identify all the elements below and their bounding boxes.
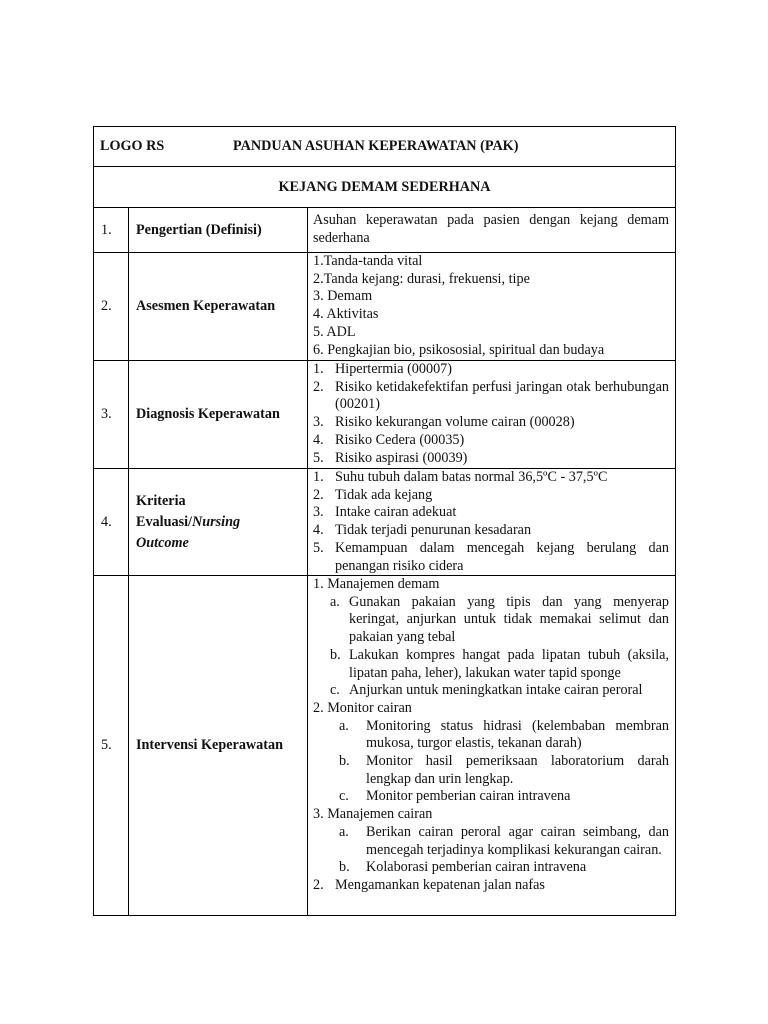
list-item: b. Kolaborasi pemberian cairan intravena: [339, 859, 587, 876]
row-label: Diagnosis Keperawatan: [129, 361, 308, 468]
list-item: 2. Risiko ketidakefektifan perfusi jaringan otak berhubungan (00201): [313, 378, 669, 413]
list-item: 5. Kemampuan dalam mencegah kejang berulang dan penangan risiko cidera: [313, 539, 669, 574]
row-list: [308, 253, 675, 360]
row-label: Pengertian (Definisi): [129, 208, 308, 252]
document-table: [93, 126, 676, 916]
list-item: 3. Risiko kekurangan volume cairan (00028): [313, 414, 575, 431]
list-item: 2.Tanda kejang: durasi, frekuensi, tipe: [313, 270, 530, 287]
list-item: 4. Tidak terjadi penurunan kesadaran: [313, 522, 532, 539]
doc-title: KEJANG DEMAM SEDERHANA: [278, 178, 491, 195]
list-item: 4. Risiko Cedera (00035): [313, 431, 465, 448]
list-item: 2. Mengamankan kepatenan jalan nafas: [313, 876, 545, 893]
list-item: b. Lakukan kompres hangat pada lipatan tubuh (aksila, lipatan paha, leher), lakukan water tapid sponge: [330, 646, 669, 681]
list-item: a. Gunakan pakaian yang tipis dan yang menyerap keringat, anjurkan untuk tidak memakai selimut dan pakaian yang tebal: [330, 593, 669, 646]
list-item: 3. Intake cairan adekuat: [313, 504, 457, 521]
header-row: [93, 126, 676, 167]
list-item: 4. Aktivitas: [313, 306, 379, 323]
list-item: 1. Hipertermia (00007): [313, 361, 453, 377]
row-number: 1.: [94, 208, 129, 252]
row-list: [308, 361, 675, 468]
row-evaluation: [93, 469, 676, 576]
list-item: 1. Suhu tubuh dalam batas normal 36,5ºC - 37,5ºC: [313, 469, 608, 485]
row-number: 2.: [94, 253, 129, 360]
row-list: [308, 576, 675, 915]
header-title: PANDUAN ASUHAN KEPERAWATAN (PAK): [233, 138, 519, 154]
list-item: 3. Demam: [313, 288, 373, 305]
row-label: Intervensi Keperawatan: [129, 576, 308, 915]
row-intervention: [93, 576, 676, 916]
row-label: Asesmen Keperawatan: [129, 253, 308, 360]
row-number: 4.: [94, 469, 129, 575]
logo-placeholder: LOGO RS: [100, 138, 165, 154]
row-assessment: [93, 253, 676, 361]
list-item: 2. Tidak ada kejang: [313, 486, 433, 503]
list-item: a. Berikan cairan peroral agar cairan seimbang, dan mencegah terjadinya komplikasi kekurangan cairan.: [339, 823, 669, 858]
list-item: 6. Pengkajian bio, psikososial, spiritual dan budaya: [313, 341, 605, 358]
list-item: c. Monitor pemberian cairan intravena: [339, 788, 571, 805]
group-title: 1. Manajemen demam: [313, 576, 440, 592]
list-item: 5. Risiko aspirasi (00039): [313, 449, 468, 466]
row-definition: [93, 208, 676, 253]
row-number: 3.: [94, 361, 129, 468]
group-title: 2. Monitor cairan: [313, 699, 412, 716]
row-list: [308, 469, 675, 575]
row-diagnosis: [93, 361, 676, 469]
row-text: Asuhan keperawatan pada pasien dengan kejang demam sederhana: [313, 212, 669, 246]
row-label: Kriteria Evaluasi/Nursing Outcome: [129, 469, 308, 575]
list-item: 1.Tanda-tanda vital: [313, 253, 423, 269]
doc-title-row: [93, 167, 676, 208]
row-number: 5.: [94, 576, 129, 915]
list-item: c. Anjurkan untuk meningkatkan intake cairan peroral: [330, 682, 643, 699]
list-item: 5. ADL: [313, 323, 356, 340]
group-title: 3. Manajemen cairan: [313, 806, 433, 823]
list-item: b. Monitor hasil pemeriksaan laboratorium darah lengkap dan urin lengkap.: [339, 753, 669, 787]
list-item: a. Monitoring status hidrasi (kelembaban membran mukosa, turgor elastis, tekanan darah): [339, 717, 669, 752]
